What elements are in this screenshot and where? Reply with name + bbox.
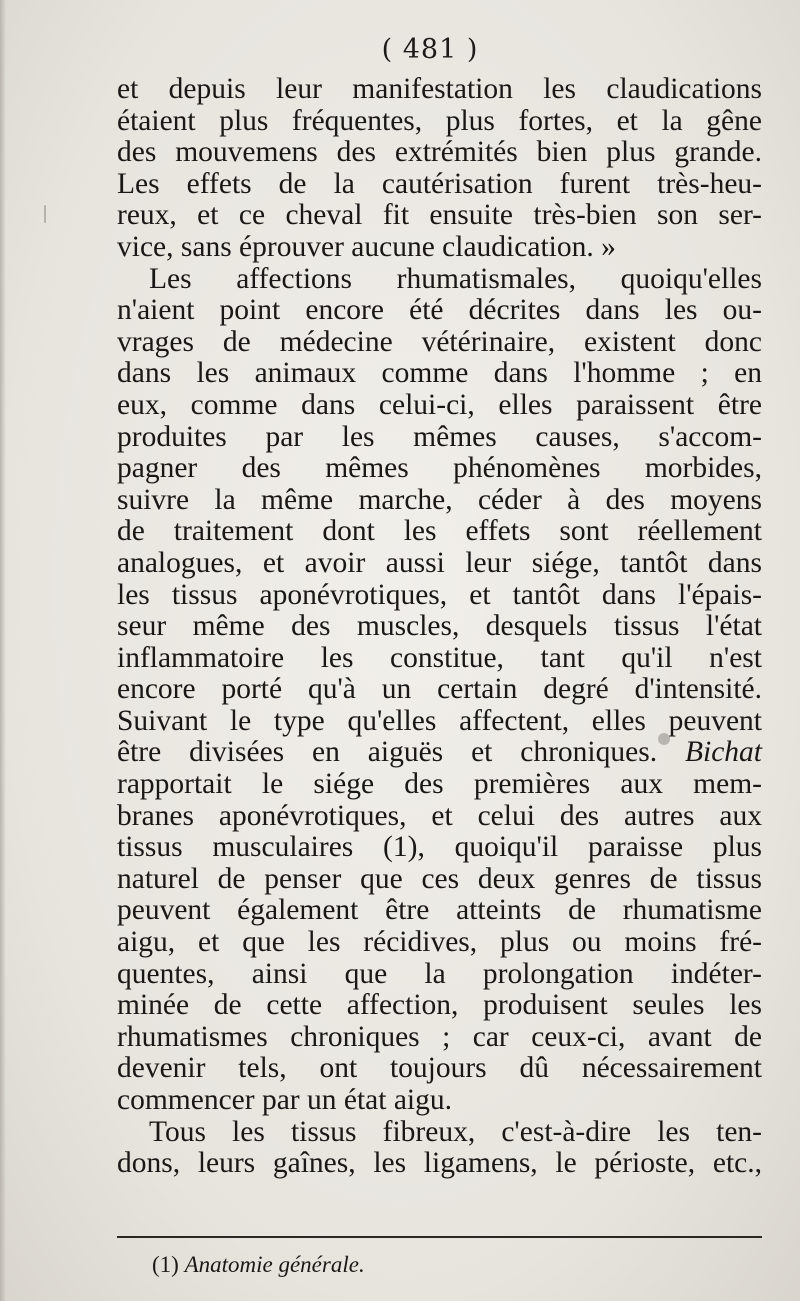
text-line: rhumatismes chroniques ; car ceux-ci, avant de xyxy=(117,1020,762,1053)
page-number: ( 481 ) xyxy=(381,34,479,65)
ink-speck xyxy=(658,733,670,745)
text-line: les tissus aponévrotiques, et tantôt dans l'épais- xyxy=(117,578,762,611)
text-line: commencer par un état aigu. xyxy=(117,1084,453,1116)
text-segment: être divisées en aiguës et chroniques. xyxy=(117,736,658,769)
text-line: branes aponévrotiques, et celui des autres aux xyxy=(117,799,762,832)
text-line: pagner des mêmes phénomènes morbides, xyxy=(117,452,762,485)
text-line: tissus musculaires (1), quoiqu'il paraisse plus xyxy=(117,831,762,864)
body-text xyxy=(117,74,762,1180)
text-line: et depuis leur manifestation les claudications xyxy=(117,73,762,105)
footnote-title: Anatomie générale. xyxy=(184,1252,365,1277)
footnote-separator xyxy=(117,1236,762,1238)
text-line: minée de cette affection, produisent seules les xyxy=(117,989,762,1022)
text-line: reux, et ce cheval fit ensuite très-bien son ser- xyxy=(117,199,762,232)
text-line: étaient plus fréquentes, plus fortes, et la gêne xyxy=(117,104,762,137)
text-line: devenir tels, ont toujours dû nécessairement xyxy=(117,1052,762,1085)
text-line: dans les animaux comme dans l'homme ; en xyxy=(117,357,762,390)
footnote xyxy=(152,1252,365,1278)
paragraph-start-line: Les affections rhumatismales, quoiqu'elles xyxy=(149,262,762,295)
text-line: quentes, ainsi que la prolongation indéter- xyxy=(117,957,762,990)
text-line: analogues, et avoir aussi leur siége, tantôt dans xyxy=(117,546,762,579)
text-line: produites par les mêmes causes, s'accom- xyxy=(117,420,762,453)
text-line: de traitement dont les effets sont réellement xyxy=(117,515,762,548)
ink-speck xyxy=(44,205,46,223)
text-line: aigu, et que les récidives, plus ou moins fré- xyxy=(117,926,762,959)
text-line: naturel de penser que ces deux genres de tissus xyxy=(117,862,762,895)
page-edge-shadow xyxy=(0,0,6,1301)
paragraph-start-line: Tous les tissus fibreux, c'est-à-dire les ten- xyxy=(149,1115,762,1148)
text-line: encore porté qu'à un certain degré d'intensité. xyxy=(117,673,762,706)
text-line: eux, comme dans celui-ci, elles paraissent être xyxy=(117,388,762,421)
text-line: Les effets de la cautérisation furent très-heu- xyxy=(117,167,762,200)
text-line: vrages de médecine vétérinaire, existent donc xyxy=(117,325,762,358)
text-line: dons, leurs gaînes, les ligamens, le périoste, etc., xyxy=(117,1147,762,1180)
text-line: n'aient point encore été décrites dans les ou- xyxy=(117,294,762,327)
text-line: Suivant le type qu'elles affectent, elles peuvent xyxy=(117,704,762,737)
text-line: seur même des muscles, desquels tissus l'état xyxy=(117,610,762,643)
text-line: inflammatoire les constitue, tant qu'il n'est xyxy=(117,641,762,674)
text-line: rapportait le siége des premières aux mem- xyxy=(117,768,762,801)
italic-name: Bichat xyxy=(684,736,762,769)
text-line: des mouvemens des extrémités bien plus grande. xyxy=(117,136,762,169)
text-line: suivre la même marche, céder à des moyens xyxy=(117,483,762,516)
footnote-marker: (1) xyxy=(152,1252,179,1277)
text-line: peuvent également être atteints de rhumatisme xyxy=(117,894,762,927)
text-line: vice, sans éprouver aucune claudication. » xyxy=(117,230,616,263)
